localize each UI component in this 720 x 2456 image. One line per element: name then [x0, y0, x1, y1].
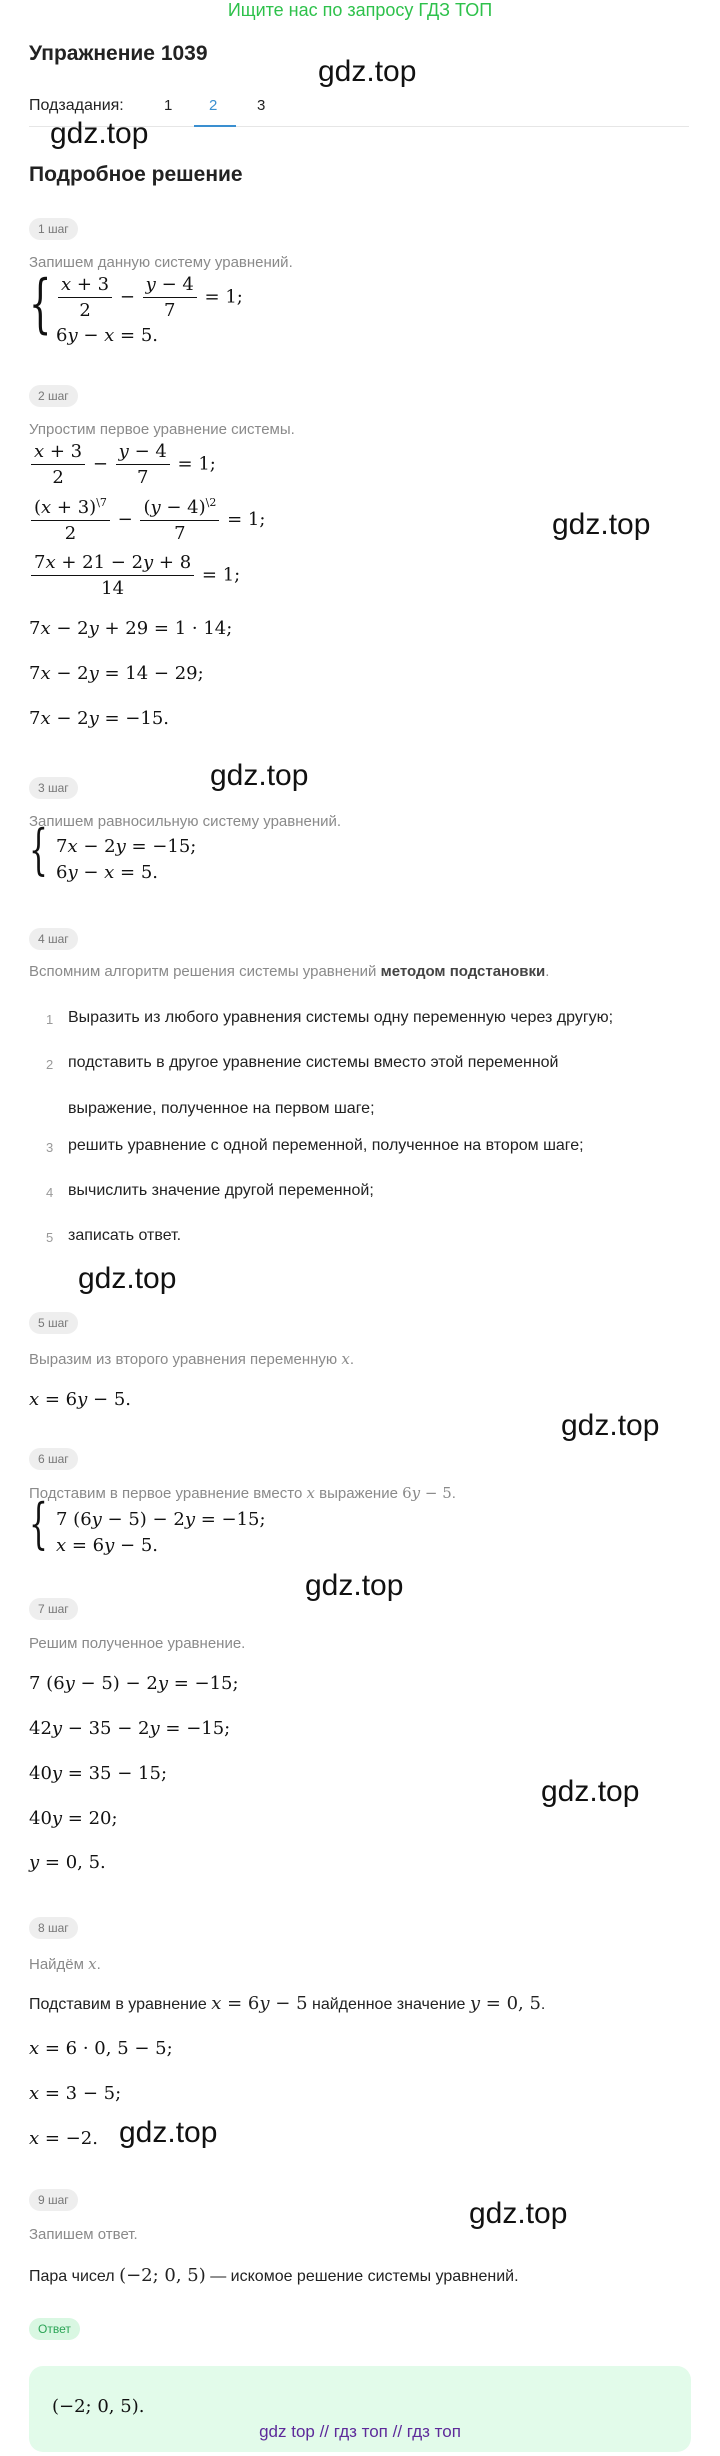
step-badge: 2 шаг: [29, 385, 78, 407]
step-caption: Запишем данную систему уравнений.: [29, 254, 293, 271]
equation: 40y = 35 − 15;: [29, 1763, 168, 1784]
solution-heading: Подробное решение: [29, 163, 243, 186]
list-item: Выразить из любого уравнения системы одну переменную через другую;: [68, 1009, 614, 1026]
equation: 42y − 35 − 2y = −15;: [29, 1718, 231, 1739]
equation: $\frac{x + 3}{2}$ − $\frac{y - 4}{7}$ = 1;: [56, 274, 243, 321]
tab-subtask-2[interactable]: 2: [209, 97, 218, 114]
step-caption: Запишем ответ.: [29, 2226, 138, 2243]
equation: 7 (6y − 5) − 2y = −15;: [29, 1673, 239, 1694]
list-item: выражение, полученное на первом шаге;: [68, 1100, 375, 1117]
footer-links[interactable]: gdz top // гдз топ // гдз топ: [259, 2422, 461, 2441]
list-item: записать ответ.: [68, 1227, 182, 1244]
answer-value: (−2; 0, 5).: [52, 2396, 145, 2417]
step-text: Подставим в уравнение x = 6y − 5 найденное значение y = 0, 5.: [29, 1993, 546, 2014]
equation: x = 3 − 5;: [29, 2083, 122, 2104]
equation: 7x − 2y = −15.: [29, 708, 169, 729]
step-badge: 8 шаг: [29, 1917, 78, 1939]
watermark: gdz.top: [541, 1775, 640, 1808]
list-number: 5: [46, 1230, 54, 1245]
equation: $\frac{(x + 3)^{\backslash 7}}{2}$ − $\frac{(y - 4)^{\backslash 2}}{7}$ = 1;: [29, 496, 265, 544]
list-number: 3: [46, 1140, 54, 1155]
equation: $\frac{7x + 21 - 2y + 8}{14}$ = 1;: [29, 552, 240, 599]
list-number: 2: [46, 1057, 54, 1072]
step-badge: 1 шаг: [29, 218, 78, 240]
step-badge: 7 шаг: [29, 1598, 78, 1620]
watermark: gdz.top: [210, 759, 309, 792]
answer-badge: Ответ: [29, 2318, 80, 2340]
step-caption: Вспомним алгоритм решения системы уравнений методом подстановки.: [29, 963, 550, 980]
step-badge: 6 шаг: [29, 1448, 78, 1470]
watermark: gdz.top: [305, 1569, 404, 1602]
list-number: 1: [46, 1012, 54, 1027]
page-title: Упражнение 1039: [29, 42, 208, 65]
equation: x = −2.: [29, 2128, 98, 2149]
subtasks-label: Подзадания:: [29, 97, 124, 114]
step-text: Пара чисел (−2; 0, 5) — искомое решение системы уравнений.: [29, 2265, 519, 2286]
watermark: gdz.top: [119, 2116, 218, 2149]
watermark: gdz.top: [318, 55, 417, 88]
step-caption: Найдём x.: [29, 1955, 101, 1973]
equation: x = 6y − 5.: [29, 1389, 132, 1410]
equation: 7x − 2y + 29 = 1 · 14;: [29, 618, 233, 639]
watermark: gdz.top: [561, 1409, 660, 1442]
step-badge: 4 шаг: [29, 928, 78, 950]
equation: y = 0, 5.: [29, 1852, 106, 1873]
equation: 6y − x = 5.: [56, 862, 159, 883]
tab-subtask-3[interactable]: 3: [257, 97, 266, 114]
equation: 7x − 2y = 14 − 29;: [29, 663, 204, 684]
step-caption: Решим полученное уравнение.: [29, 1635, 246, 1652]
list-number: 4: [46, 1185, 54, 1200]
system-brace: {: [29, 818, 48, 881]
equation: 7x − 2y = −15;: [56, 836, 197, 857]
equation: $\frac{x + 3}{2}$ − $\frac{y - 4}{7}$ = 1;: [29, 441, 216, 488]
step-caption: Запишем равносильную систему уравнений.: [29, 813, 342, 830]
equation: x = 6y − 5.: [56, 1535, 159, 1556]
equation: 40y = 20;: [29, 1808, 118, 1829]
step-caption: Упростим первое уравнение системы.: [29, 421, 295, 438]
tab-subtask-1[interactable]: 1: [164, 97, 173, 114]
equation: 7 (6y − 5) − 2y = −15;: [56, 1509, 266, 1530]
list-item: вычислить значение другой переменной;: [68, 1182, 374, 1199]
system-brace: {: [29, 267, 52, 341]
equation: x = 6 · 0, 5 − 5;: [29, 2038, 173, 2059]
step-caption: Выразим из второго уравнения переменную x.: [29, 1350, 354, 1368]
active-tab-indicator: [194, 125, 236, 127]
step-badge: 9 шаг: [29, 2189, 78, 2211]
step-badge: 3 шаг: [29, 777, 78, 799]
list-item: решить уравнение с одной переменной, полученное на втором шаге;: [68, 1137, 584, 1154]
promo-banner[interactable]: Ищите нас по запросу ГДЗ ТОП: [227, 0, 493, 20]
watermark: gdz.top: [552, 508, 651, 541]
watermark: gdz.top: [469, 2197, 568, 2230]
step-badge: 5 шаг: [29, 1312, 78, 1334]
equation: 6y − x = 5.: [56, 325, 159, 346]
system-brace: {: [29, 1492, 48, 1555]
watermark: gdz.top: [78, 1262, 177, 1295]
step-caption: Подставим в первое уравнение вместо x выражение 6y − 5.: [29, 1484, 456, 1502]
list-item: подставить в другое уравнение системы вместо этой переменной: [68, 1054, 559, 1071]
watermark: gdz.top: [50, 117, 149, 150]
